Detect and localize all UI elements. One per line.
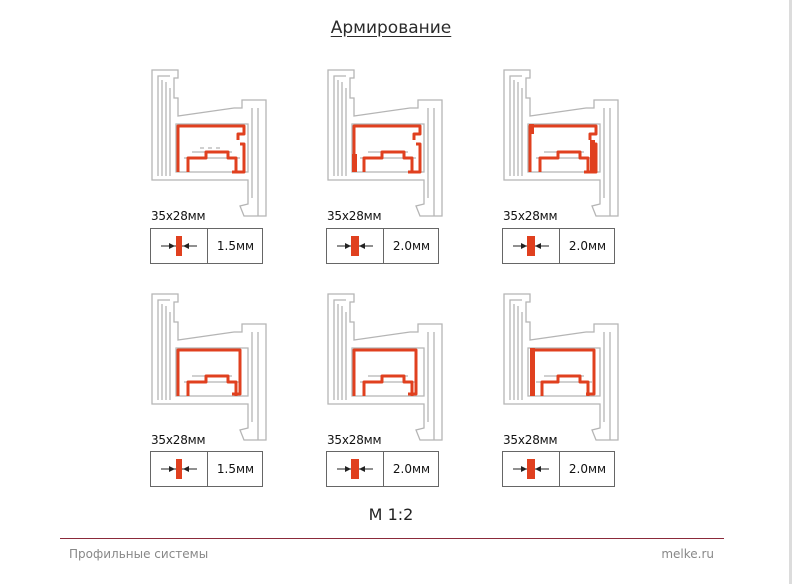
thickness-value: 2.0мм (392, 462, 431, 476)
thickness-spec (502, 451, 615, 487)
thickness-value: 2.0мм (392, 239, 431, 253)
profile-drawing (324, 68, 454, 218)
thickness-icon (503, 452, 560, 486)
profile-drawing (500, 292, 630, 442)
thickness-spec (150, 451, 263, 487)
thickness-icon (151, 452, 208, 486)
thickness-spec (326, 228, 439, 264)
profile-drawing (500, 68, 630, 218)
thickness-icon (503, 229, 560, 263)
footer-divider (60, 538, 724, 539)
thickness-value: 2.0мм (568, 239, 607, 253)
thickness-spec (502, 228, 615, 264)
footer-section-title: Профильные системы (69, 547, 209, 561)
size-label: 35x28мм (151, 433, 206, 447)
size-label: 35x28мм (327, 209, 382, 223)
thickness-icon (327, 452, 384, 486)
page-title: Армирование (330, 18, 452, 38)
size-label: 35x28мм (327, 433, 382, 447)
thickness-value: 2.0мм (568, 462, 607, 476)
scale-label: М 1:2 (368, 505, 414, 524)
profile-drawing (148, 292, 278, 442)
footer-site-link[interactable]: melke.ru (661, 547, 714, 561)
thickness-value: 1.5мм (216, 462, 255, 476)
size-label: 35x28мм (151, 209, 206, 223)
profile-drawing (324, 292, 454, 442)
profile-drawing (148, 68, 278, 218)
size-label: 35x28мм (503, 209, 558, 223)
thickness-spec (326, 451, 439, 487)
thickness-value: 1.5мм (216, 239, 255, 253)
thickness-icon (151, 229, 208, 263)
thickness-icon (327, 229, 384, 263)
thickness-spec (150, 228, 263, 264)
size-label: 35x28мм (503, 433, 558, 447)
